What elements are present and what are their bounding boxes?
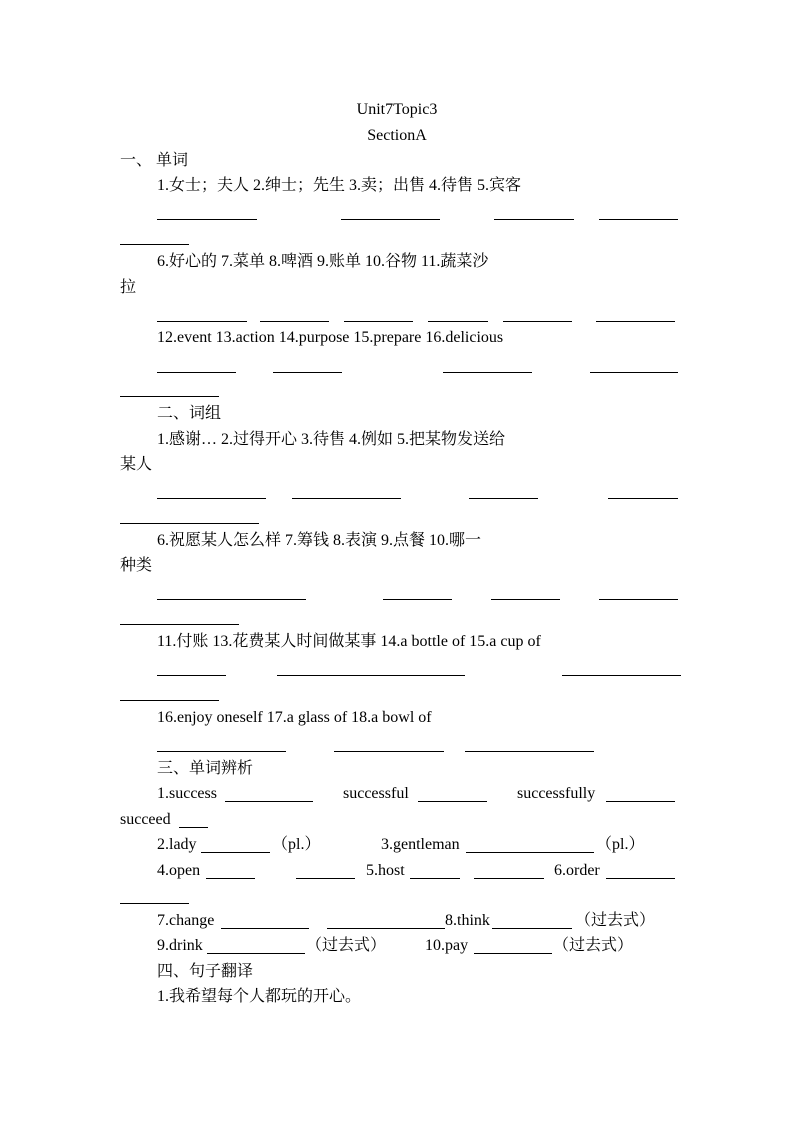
answer-blank[interactable] (179, 827, 208, 828)
answer-blank[interactable] (157, 372, 236, 373)
answer-blank[interactable] (157, 599, 306, 600)
answer-blank[interactable] (562, 675, 681, 676)
note-past-tense: （过去式） (575, 912, 656, 929)
answer-blank[interactable] (157, 219, 257, 220)
answer-blank[interactable] (225, 801, 313, 802)
answer-blank[interactable] (465, 751, 594, 752)
answer-blank[interactable] (206, 878, 255, 879)
note-past-tense: （过去式） (553, 937, 634, 954)
answer-blank[interactable] (334, 751, 444, 752)
word-gentleman: 3.gentleman (381, 836, 460, 853)
note-plural: （pl.） (596, 836, 645, 853)
section1-heading: 一、 单词 (120, 152, 189, 169)
section2-heading: 二、词组 (157, 405, 222, 422)
answer-blank[interactable] (590, 372, 678, 373)
vocab-row-2: 6.好心的 7.菜单 8.啤酒 9.账单 10.谷物 11.蔬菜沙 (157, 253, 489, 270)
answer-blank[interactable] (608, 498, 678, 499)
page-subtitle: SectionA (367, 127, 427, 144)
answer-blank[interactable] (201, 852, 270, 853)
phrase-row-2-cont: 种类 (120, 557, 153, 574)
answer-blank[interactable] (327, 928, 445, 929)
sentence-1: 1.我希望每个人都玩的开心。 (157, 988, 362, 1005)
answer-blank[interactable] (157, 498, 266, 499)
answer-blank[interactable] (596, 321, 675, 322)
answer-blank[interactable] (599, 599, 678, 600)
answer-blank[interactable] (157, 675, 226, 676)
answer-blank[interactable] (344, 321, 413, 322)
word-lady: 2.lady (157, 836, 197, 853)
answer-blank[interactable] (443, 372, 532, 373)
answer-blank[interactable] (120, 244, 189, 245)
word-host: 5.host (366, 862, 405, 879)
word-change: 7.change (157, 912, 215, 929)
answer-blank[interactable] (606, 801, 675, 802)
answer-blank[interactable] (260, 321, 329, 322)
note-plural: （pl.） (272, 836, 321, 853)
answer-blank[interactable] (383, 599, 452, 600)
answer-blank[interactable] (428, 321, 488, 322)
answer-blank[interactable] (410, 878, 460, 879)
page-title: Unit7Topic3 (356, 101, 438, 118)
phrase-row-2: 6.祝愿某人怎么样 7.筹钱 8.表演 9.点餐 10.哪一 (157, 532, 482, 549)
answer-blank[interactable] (599, 219, 678, 220)
word-successfully: successfully (517, 785, 596, 802)
answer-blank[interactable] (492, 928, 572, 929)
answer-blank[interactable] (474, 953, 552, 954)
answer-blank[interactable] (606, 878, 675, 879)
answer-blank[interactable] (296, 878, 355, 879)
answer-blank[interactable] (494, 219, 574, 220)
phrase-row-3: 11.付账 13.花费某人时间做某事 14.a bottle of 15.a cup of (157, 633, 541, 650)
vocab-row-1: 1.女士；夫人 2.绅士；先生 3.卖；出售 4.待售 5.宾客 (157, 177, 522, 194)
word-order: 6.order (554, 862, 600, 879)
answer-blank[interactable] (418, 801, 487, 802)
word-succeed: succeed (120, 811, 171, 828)
answer-blank[interactable] (503, 321, 572, 322)
word-drink: 9.drink (157, 937, 203, 954)
word-pay: 10.pay (425, 937, 469, 954)
answer-blank[interactable] (120, 700, 219, 701)
answer-blank[interactable] (474, 878, 544, 879)
answer-blank[interactable] (273, 372, 342, 373)
answer-blank[interactable] (341, 219, 440, 220)
phrase-row-1: 1.感谢… 2.过得开心 3.待售 4.例如 5.把某物发送给 (157, 431, 506, 448)
answer-blank[interactable] (491, 599, 560, 600)
phrase-row-4: 16.enjoy oneself 17.a glass of 18.a bowl of (157, 709, 432, 726)
answer-blank[interactable] (120, 523, 259, 524)
answer-blank[interactable] (157, 751, 286, 752)
section3-heading: 三、单词辨析 (157, 760, 254, 777)
word-success: 1.success (157, 785, 217, 802)
word-successful: successful (343, 785, 409, 802)
section4-heading: 四、句子翻译 (157, 963, 254, 980)
answer-blank[interactable] (221, 928, 309, 929)
answer-blank[interactable] (120, 624, 239, 625)
word-think: 8.think (445, 912, 490, 929)
answer-blank[interactable] (120, 396, 219, 397)
answer-blank[interactable] (292, 498, 401, 499)
answer-blank[interactable] (469, 498, 538, 499)
phrase-row-1-cont: 某人 (120, 456, 153, 473)
answer-blank[interactable] (207, 953, 305, 954)
vocab-row-3: 12.event 13.action 14.purpose 15.prepare 16.delicious (157, 329, 504, 346)
vocab-row-2-cont: 拉 (120, 279, 137, 296)
answer-blank[interactable] (277, 675, 465, 676)
answer-blank[interactable] (466, 852, 594, 853)
note-past-tense: （过去式） (306, 937, 387, 954)
answer-blank[interactable] (120, 903, 189, 904)
word-open: 4.open (157, 862, 201, 879)
answer-blank[interactable] (157, 321, 247, 322)
